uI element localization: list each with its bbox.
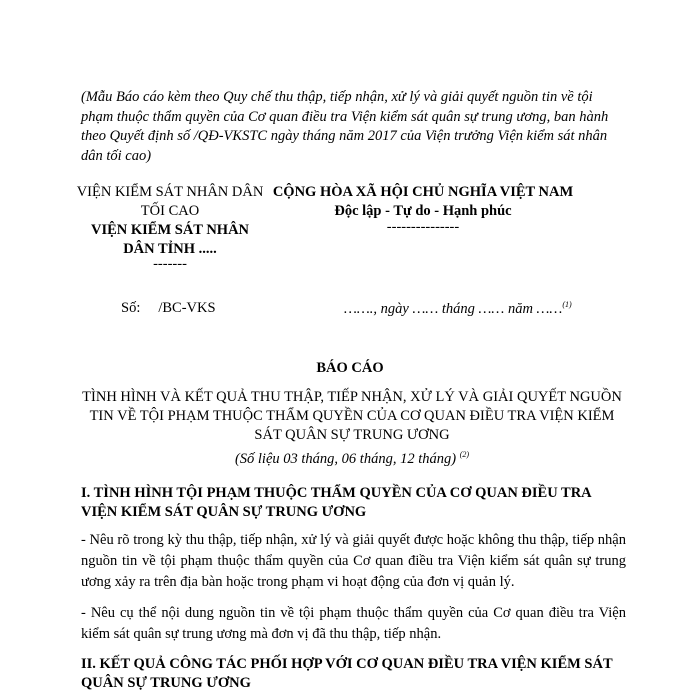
agency-divider: ------- (153, 256, 187, 272)
document-number (121, 300, 216, 317)
subtitle-main: TÌNH HÌNH VÀ KẾT QUẢ THU THẬP, TIẾP NHẬN, XỬ LÝ VÀ GIẢI QUYẾT NGUỒN TIN VỀ TỘI PHẠM THUỘC THẨM QUYỀN CỦA CƠ QUAN ĐIỀU TRA VIỆN KIỂM SÁT QUÂN SỰ TRUNG ƯƠNG (82, 389, 622, 443)
subtitle-period (82, 445, 622, 469)
section-1-paragraph-1: - Nêu rõ trong kỳ thu thập, tiếp nhận, xử lý và giải quyết được hoặc không thu thập, tiếp nhận nguồn tin về tội phạm thuộc thẩm quyền của Cơ quan điều tra Viện kiểm sát quân sự trung ương xảy ra trên địa bàn hoặc trong phạm vi hoạt động của đơn vị quản lý. (81, 532, 626, 590)
national-motto: Độc lập - Tự do - Hạnh phúc (334, 203, 512, 219)
date-footnote: (1) (562, 300, 572, 309)
motto-divider: --------------- (386, 219, 460, 235)
national-header (258, 183, 588, 234)
date-line (344, 300, 572, 318)
agency-name-line2: TỐI CAO (140, 203, 200, 219)
section-1-heading: I. TÌNH HÌNH TỘI PHẠM THUỘC THẨM QUYỀN CỦA CƠ QUAN ĐIỀU TRA VIỆN KIỂM SÁT QUÂN SỰ TRUNG ƯƠNG (81, 485, 591, 520)
document-title: BÁO CÁO (316, 360, 384, 376)
issuing-agency (75, 183, 265, 271)
template-note: (Mẫu Báo cáo kèm theo Quy chế thu thập, tiếp nhận, xử lý và giải quyết nguồn tin về tội phạm thuộc thẩm quyền của Cơ quan điều tra Viện kiểm sát quân sự trung ương, ban hành theo Quyết định số /QĐ-VKSTC ngày tháng năm 2017 của Viện trưởng Viện kiểm sát nhân dân tối cao) (81, 89, 609, 164)
document-number-label: Số: (121, 300, 141, 316)
document-subtitle (82, 388, 622, 469)
country-name: CỘNG HÒA XÃ HỘI CHỦ NGHĨA VIỆT NAM (272, 184, 574, 200)
sub-agency-name: VIỆN KIỂM SÁT NHÂN DÂN TỈNH ..... (90, 222, 250, 257)
section-2-heading: II. KẾT QUẢ CÔNG TÁC PHỐI HỢP VỚI CƠ QUAN ĐIỀU TRA VIỆN KIỂM SÁT QUÂN SỰ TRUNG ƯƠNG (81, 656, 613, 691)
section-1-paragraph-2: - Nêu cụ thể nội dung nguồn tin về tội phạm thuộc thẩm quyền của Cơ quan điều tra Viện kiểm sát quân sự trung ương mà đơn vị đã thu thập, tiếp nhận. (81, 605, 626, 642)
subtitle-footnote: (2) (459, 450, 470, 459)
document-number-value: /BC-VKS (158, 300, 216, 316)
date-text: ……., ngày …… tháng …… năm …… (344, 300, 563, 317)
agency-name-line1: VIỆN KIỂM SÁT NHÂN DÂN (76, 184, 264, 200)
subtitle-period-text: (Số liệu 03 tháng, 06 tháng, 12 tháng) (234, 450, 457, 467)
